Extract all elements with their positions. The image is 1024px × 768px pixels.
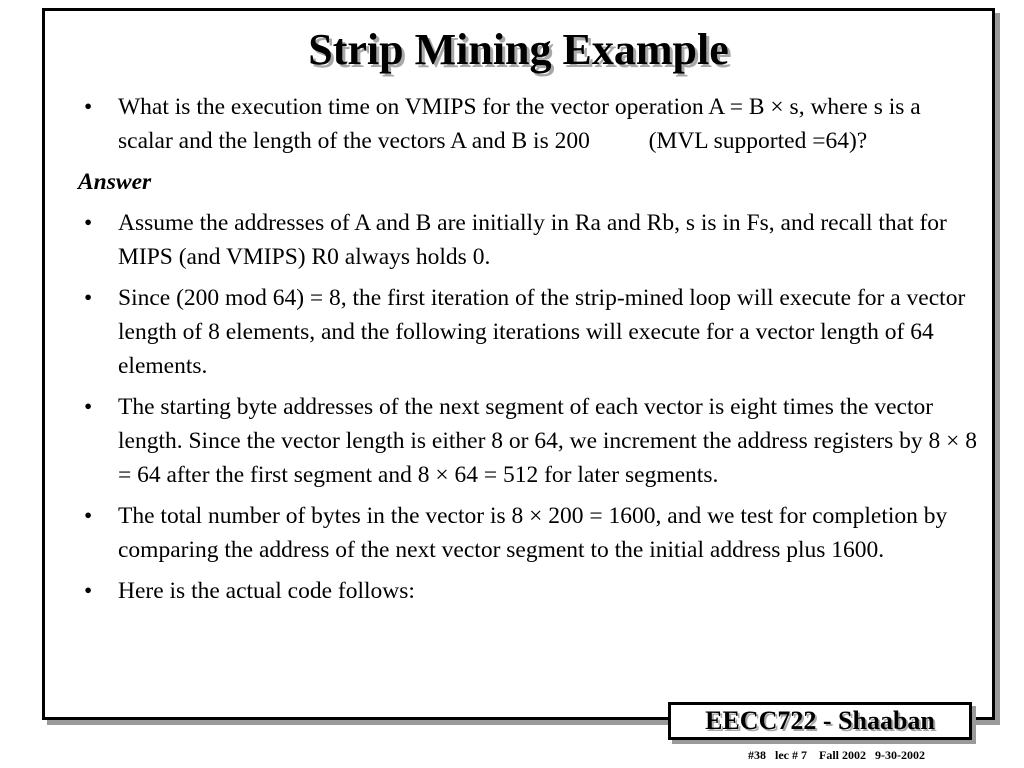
bullet-item — [78, 206, 978, 274]
bullet-text: Here is the actual code follows: — [118, 578, 415, 604]
bullet-text: Since (200 mod 64) = 8, the first iteration of the strip-mined loop will execute for a vector length of 8 elements, and the following iterations will execute for a vector length of 64 elements. — [118, 285, 966, 379]
bullet-item — [78, 281, 978, 383]
bullet-marker: • — [84, 210, 93, 236]
bullet-marker: • — [84, 394, 93, 420]
answer-heading: Answer — [78, 169, 152, 195]
slide-title: Strip Mining Example — [308, 25, 729, 74]
bullet-text: The starting byte addresses of the next segment of each vector is eight times the vector length. Since the vector length is either 8 or 64, we increment the address registers by 8 × 8 = 64 after the first segment and 8 × 64 = 512 for later segments. — [118, 394, 978, 488]
bullet-marker: • — [84, 578, 93, 604]
bullet-marker: • — [84, 503, 93, 529]
bullet-text: Assume the addresses of A and B are initially in Ra and Rb, s is in Fs, and recall that for MIPS (and VMIPS) R0 always holds 0. — [118, 210, 947, 270]
bullet-item — [78, 90, 978, 158]
bullet-item — [78, 574, 978, 608]
bullet-marker: • — [84, 285, 93, 311]
bullet-text: What is the execution time on VMIPS for the vector operation A = B × s, where s is a scalar and the length of the vectors A and B is 200 (MVL supported =64)? — [118, 94, 927, 154]
bullet-item — [78, 499, 978, 567]
bullet-marker: • — [84, 94, 93, 120]
slide-meta: #38 lec # 7 Fall 2002 9-30-2002 — [748, 748, 925, 762]
course-label: EECC722 - Shaaban — [668, 702, 972, 740]
slide-content — [78, 90, 978, 615]
bullet-text: The total number of bytes in the vector is 8 × 200 = 1600, and we test for completion by comparing the address of the next vector segment to the initial address plus 1600. — [118, 503, 948, 563]
bullet-item — [78, 390, 978, 492]
